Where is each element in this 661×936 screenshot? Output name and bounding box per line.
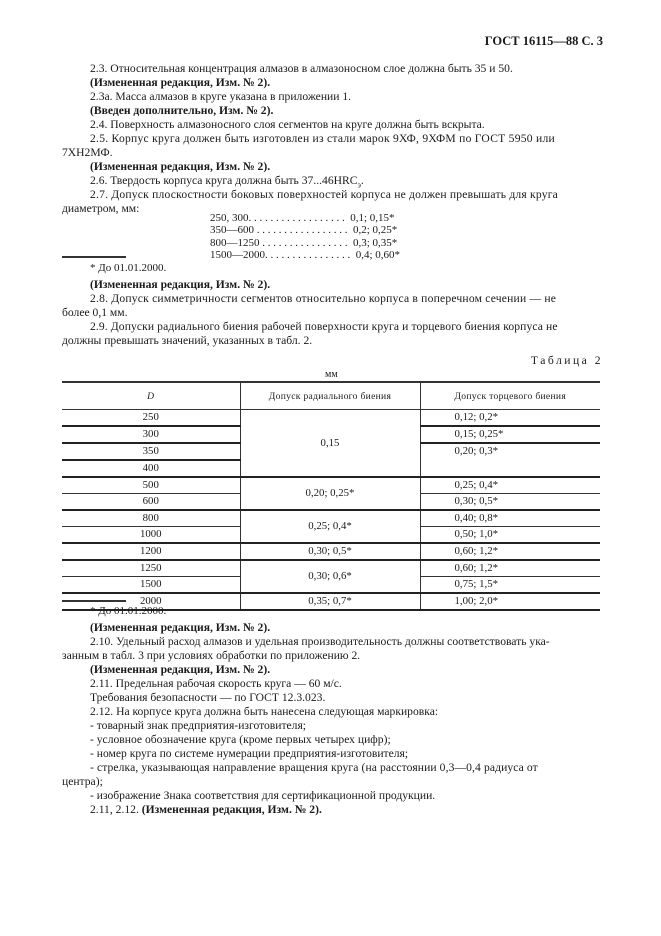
table-caption: Таблица 2 xyxy=(530,354,603,367)
d-cell: 1500 xyxy=(62,577,240,594)
radial-cell: 0,15 xyxy=(240,410,420,478)
footnote-divider xyxy=(62,256,126,258)
d-cell: 350 xyxy=(62,443,240,460)
clause-2-6-end: . xyxy=(360,174,364,187)
flatness-row: 1500—2000. . . . . . . . . . . . . . . . 0,4; 0,60* xyxy=(210,249,401,262)
radial-cell: 0,30; 0,6* xyxy=(240,560,420,593)
d-cell: 800 xyxy=(62,510,240,527)
marking-list-item: - товарный знак предприятия-изготовителя; xyxy=(90,719,307,732)
header-face: Допуск торцевого биения xyxy=(420,382,600,410)
table-row xyxy=(62,477,600,494)
face-cell: 0,40; 0,8* xyxy=(420,510,600,527)
amendment-note: (Измененная редакция, Изм. № 2). xyxy=(90,278,271,291)
table-unit: мм xyxy=(325,369,338,380)
table-row xyxy=(62,410,600,427)
marking-list-item: - номер круга по системе нумерации предприятия-изготовителя; xyxy=(90,747,409,760)
d-cell: 1000 xyxy=(62,527,240,544)
clause-2-5-continued: 7ХН2МФ. xyxy=(62,146,113,159)
clause-2-12: 2.12. На корпусе круга должна быть нанесена следующая маркировка: xyxy=(90,705,439,718)
clause-2-3a: 2.3а. Масса алмазов в круге указана в приложении 1. xyxy=(90,90,352,103)
amendment-note: (Измененная редакция, Изм. № 2). xyxy=(90,621,271,634)
flatness-row: 350—600 . . . . . . . . . . . . . . . . . 0,2; 0,25* xyxy=(210,224,398,237)
clause-2-7-continued: диаметром, мм: xyxy=(62,202,140,215)
clause-2-4: 2.4. Поверхность алмазоносного слоя сегментов на круге должна быть вскрыта. xyxy=(90,118,485,131)
d-cell: 400 xyxy=(62,460,240,477)
clause-2-3: 2.3. Относительная концентрация алмазов в алмазоносном слое должна быть 35 и 50. xyxy=(90,62,513,75)
d-cell: 2000 xyxy=(62,593,240,610)
face-cell: 0,75; 1,5* xyxy=(420,577,600,594)
radial-cell: 0,35; 0,7* xyxy=(240,593,420,610)
table-header-row xyxy=(62,382,600,410)
amendment-note: (Измененная редакция, Изм. № 2). xyxy=(90,76,271,89)
face-cell: 0,50; 1,0* xyxy=(420,527,600,544)
face-cell: 0,20; 0,3* xyxy=(420,443,600,477)
table-row xyxy=(62,543,600,560)
clause-2-10-continued: занным в табл. 3 при условиях обработки по приложению 2. xyxy=(62,649,361,662)
header-radial: Допуск радиального биения xyxy=(240,382,420,410)
clause-2-6-text: 2.6. Твердость корпуса круга должна быть 37...46HRC xyxy=(90,174,358,187)
flatness-row: 800—1250 . . . . . . . . . . . . . . . . 0,3; 0,35* xyxy=(210,236,398,249)
marking-list-item: - условное обозначение круга (кроме первых четырех цифр); xyxy=(90,733,391,746)
clause-2-10: 2.10. Удельный расход алмазов и удельная производительность должны соответствовать ука- xyxy=(90,635,550,648)
amendment-note: (Измененная редакция, Изм. № 2). xyxy=(90,160,271,173)
final-note xyxy=(90,803,322,818)
marking-list-item: - изображение Знака соответствия для сертификационной продукции. xyxy=(90,789,436,802)
final-note-text: (Измененная редакция, Изм. № 2). xyxy=(141,803,322,816)
face-cell: 0,60; 1,2* xyxy=(420,560,600,577)
d-cell: 1250 xyxy=(62,560,240,577)
runout-table xyxy=(62,381,600,611)
marking-list-item-continued: центра); xyxy=(62,775,103,788)
clause-2-6-subscript: э xyxy=(357,180,361,190)
flatness-list xyxy=(210,212,400,262)
footnote: * До 01.01.2000. xyxy=(90,262,167,274)
footnote: * До 01.01.2000. xyxy=(90,605,167,617)
added-note: (Введен дополнительно, Изм. № 2). xyxy=(90,104,274,117)
table-row xyxy=(62,510,600,527)
header-d: D xyxy=(62,382,240,410)
marking-list-item: - стрелка, указывающая направление вращения круга (на расстоянии 0,3—0,4 радиуса от xyxy=(90,761,538,774)
footnote-divider xyxy=(62,600,126,602)
d-cell: 300 xyxy=(62,426,240,443)
table-row xyxy=(62,560,600,577)
clause-2-5: 2.5. Корпус круга должен быть изготовлен из стали марок 9ХФ, 9ХФМ по ГОСТ 5950 или xyxy=(90,132,555,145)
radial-cell: 0,25; 0,4* xyxy=(240,510,420,543)
d-cell: 600 xyxy=(62,494,240,511)
d-cell: 500 xyxy=(62,477,240,494)
page-header: ГОСТ 16115—88 С. 3 xyxy=(484,34,603,48)
clause-2-8: 2.8. Допуск симметричности сегментов относительно корпуса в поперечном сечении — не xyxy=(90,292,557,305)
face-cell: 0,12; 0,2* xyxy=(420,410,600,427)
d-cell: 250 xyxy=(62,410,240,427)
radial-cell: 0,30; 0,5* xyxy=(240,543,420,560)
amendment-note: (Измененная редакция, Изм. № 2). xyxy=(90,663,271,676)
clause-2-8-continued: более 0,1 мм. xyxy=(62,306,128,319)
face-cell: 1,00; 2,0* xyxy=(420,593,600,610)
safety-requirements: Требования безопасности — по ГОСТ 12.3.023. xyxy=(90,691,326,704)
flatness-row: 250, 300. . . . . . . . . . . . . . . . . . 0,1; 0,15* xyxy=(210,212,395,224)
final-note-prefix: 2.11, 2.12. xyxy=(90,803,142,816)
face-cell: 0,15; 0,25* xyxy=(420,426,600,443)
radial-cell: 0,20; 0,25* xyxy=(240,477,420,510)
clause-2-9: 2.9. Допуски радиального биения рабочей поверхности круга и торцевого биения корпуса не xyxy=(90,320,558,333)
face-cell: 0,60; 1,2* xyxy=(420,543,600,560)
face-cell: 0,25; 0,4* xyxy=(420,477,600,494)
clause-2-11: 2.11. Предельная рабочая скорость круга — 60 м/с. xyxy=(90,677,342,690)
face-cell: 0,30; 0,5* xyxy=(420,494,600,511)
clause-2-7: 2.7. Допуск плоскостности боковых поверхностей корпуса не должен превышать для круга xyxy=(90,188,559,201)
clause-2-9-continued: должны превышать значений, указанных в табл. 2. xyxy=(62,334,313,347)
d-cell: 1200 xyxy=(62,543,240,560)
